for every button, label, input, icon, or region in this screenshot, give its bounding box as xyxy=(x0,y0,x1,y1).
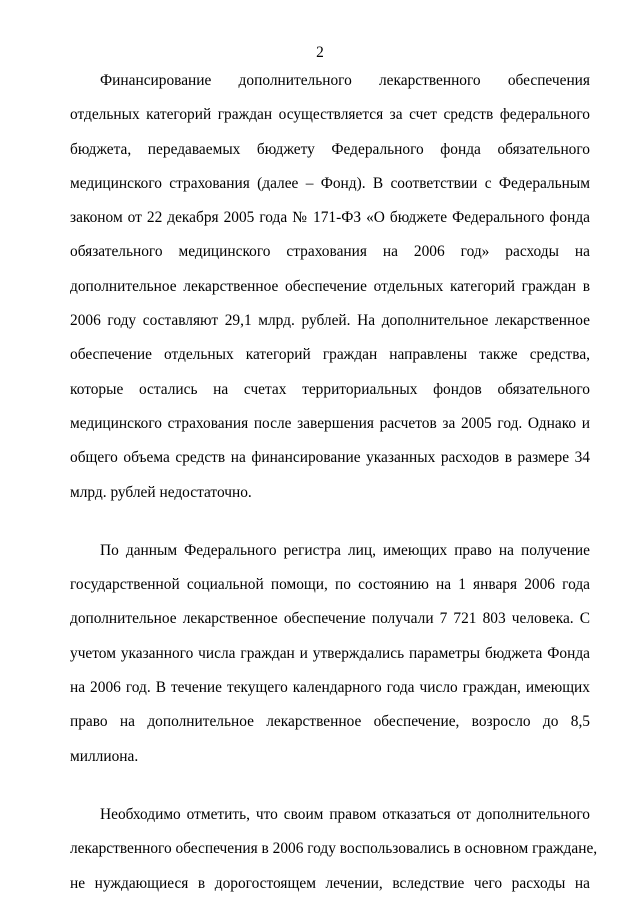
text-line: Необходимо отметить, что своим правом отказаться от дополнительного xyxy=(100,805,590,823)
paragraph-2 xyxy=(70,534,590,774)
text-line: 2006 году составляют 29,1 млрд. рублей. На дополнительное лекарственное xyxy=(70,312,590,330)
paragraph-gap xyxy=(70,510,590,534)
text-line: не нуждающиеся в дорогостоящем лечении, вследствие чего расходы на xyxy=(70,874,590,892)
text-line: которые остались на счетах территориальных фондов обязательного xyxy=(70,380,590,398)
text-line: учетом указанного числа граждан и утверждались параметры бюджета Фонда xyxy=(70,644,590,662)
text-line: обязательного медицинского страхования на 2006 год» расходы на xyxy=(70,243,590,261)
text-line: млрд. рублей недостаточно. xyxy=(70,483,252,501)
paragraph-gap xyxy=(70,774,590,798)
text-line: обеспечение отдельных категорий граждан направлены также средства, xyxy=(70,346,590,364)
page-number: 2 xyxy=(316,44,324,61)
paragraph-3 xyxy=(70,798,598,901)
text-line: дополнительное лекарственное обеспечение отдельных категорий граждан в xyxy=(70,277,590,295)
body-text xyxy=(70,64,598,901)
text-line: дополнительное лекарственное обеспечение получали 7 721 803 человека. С xyxy=(70,610,590,628)
text-line: Финансирование дополнительного лекарственного обеспечения xyxy=(100,72,590,89)
text-line: законом от 22 декабря 2005 года № 171-ФЗ «О бюджете Федерального фонда xyxy=(70,209,590,227)
text-line: медицинского страхования после завершения расчетов за 2005 год. Однако и xyxy=(70,414,590,432)
text-line: на 2006 год. В течение текущего календарного года число граждан, имеющих xyxy=(70,679,590,697)
text-line: государственной социальной помощи, по состоянию на 1 января 2006 года xyxy=(70,576,590,594)
text-line: бюджета, передаваемых бюджету Федерального фонда обязательного xyxy=(70,140,590,158)
text-line: отдельных категорий граждан осуществляется за счет средств федерального xyxy=(70,106,590,124)
text-line: общего объема средств на финансирование указанных расходов в размере 34 xyxy=(70,449,590,467)
paragraph-1 xyxy=(70,64,590,510)
text-line: медицинского страхования (далее – Фонд). В соответствии с Федеральным xyxy=(70,174,590,192)
text-line: право на дополнительное лекарственное обеспечение, возросло до 8,5 xyxy=(70,713,590,731)
text-line: лекарственного обеспечения в 2006 году воспользовались в основном граждане, xyxy=(70,840,598,858)
text-line: По данным Федерального регистра лиц, имеющих право на получение xyxy=(100,541,590,559)
text-line: миллиона. xyxy=(70,747,139,765)
